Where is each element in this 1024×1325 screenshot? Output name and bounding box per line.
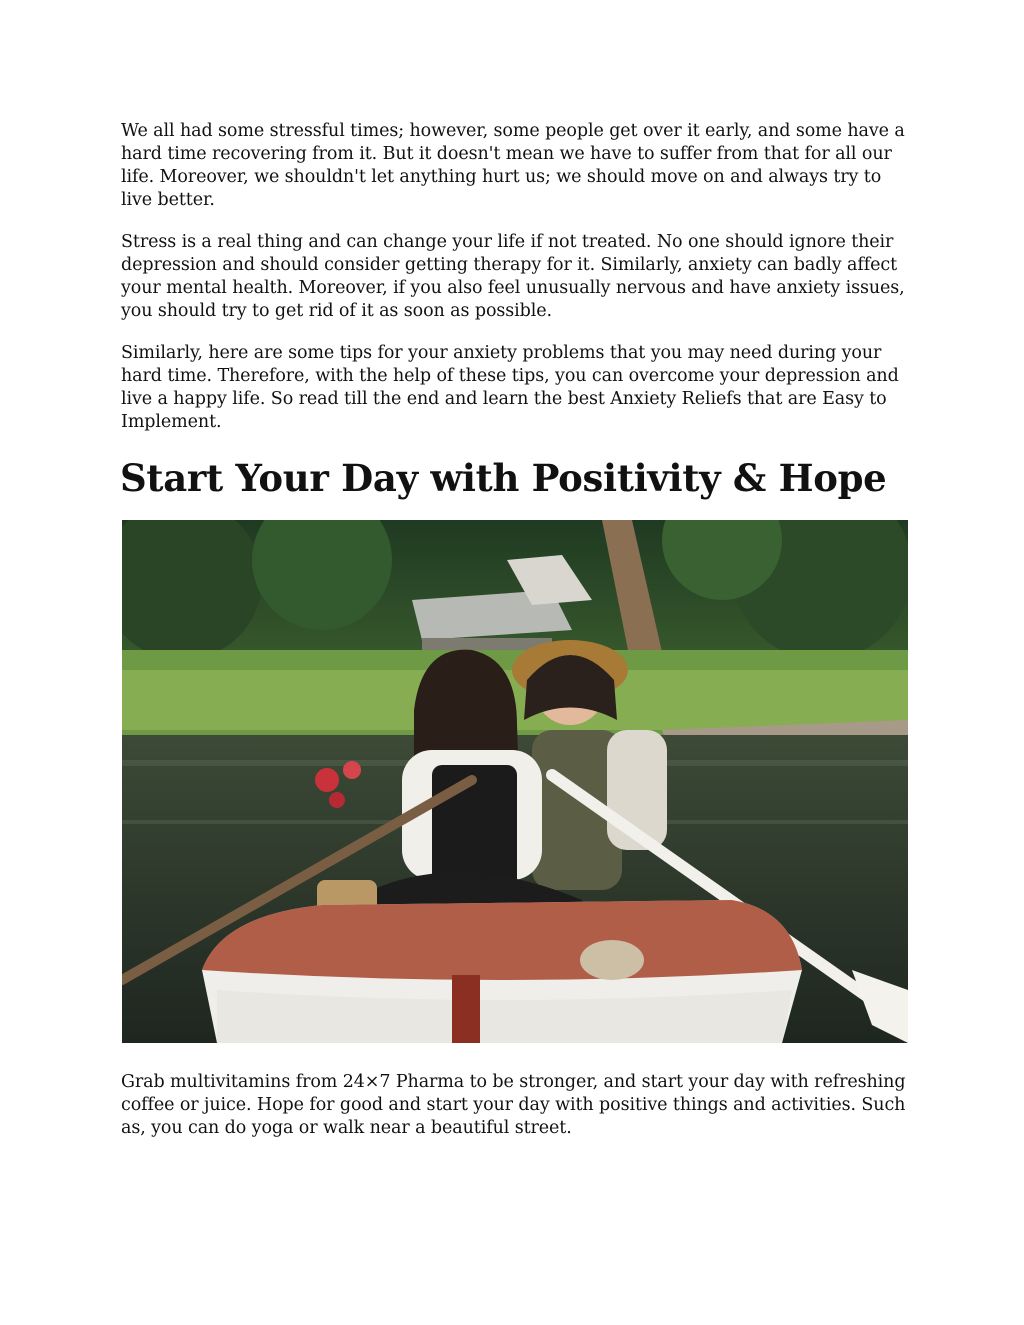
intro-paragraph-2: Stress is a real thing and can change your life if not treated. No one should ignore their depression and should consider getting therapy for it. Similarly, anxiety can badly affect your mental health. Moreover, if you also feel unusually nervous and have anxiety issues, you should try to get rid of it as soon as possible. <box>121 232 905 321</box>
intro-paragraph-1: We all had some stressful times; however, some people get over it early, and some have a hard time recovering from it. But it doesn't mean we have to suffer from that for all our life. Moreover, we shouldn't let anything hurt us; we should move on and always try to live better. <box>121 121 905 210</box>
section-heading: Start Your Day with Positivity & Hope <box>120 456 887 500</box>
article-photo <box>122 520 908 1043</box>
intro-paragraph-3: Similarly, here are some tips for your anxiety problems that you may need during your hard time. Therefore, with the help of these tips, you can overcome your depression and live a happy life. So read till the end and learn the best Anxiety Reliefs that are Easy to Implement. <box>121 343 899 432</box>
closing-paragraph: Grab multivitamins from 24×7 Pharma to be stronger, and start your day with refreshing coffee or juice. Hope for good and start your day with positive things and activities. Such as, you can do yoga or walk near a beautiful street. <box>121 1072 906 1138</box>
article-body <box>121 120 911 1159</box>
